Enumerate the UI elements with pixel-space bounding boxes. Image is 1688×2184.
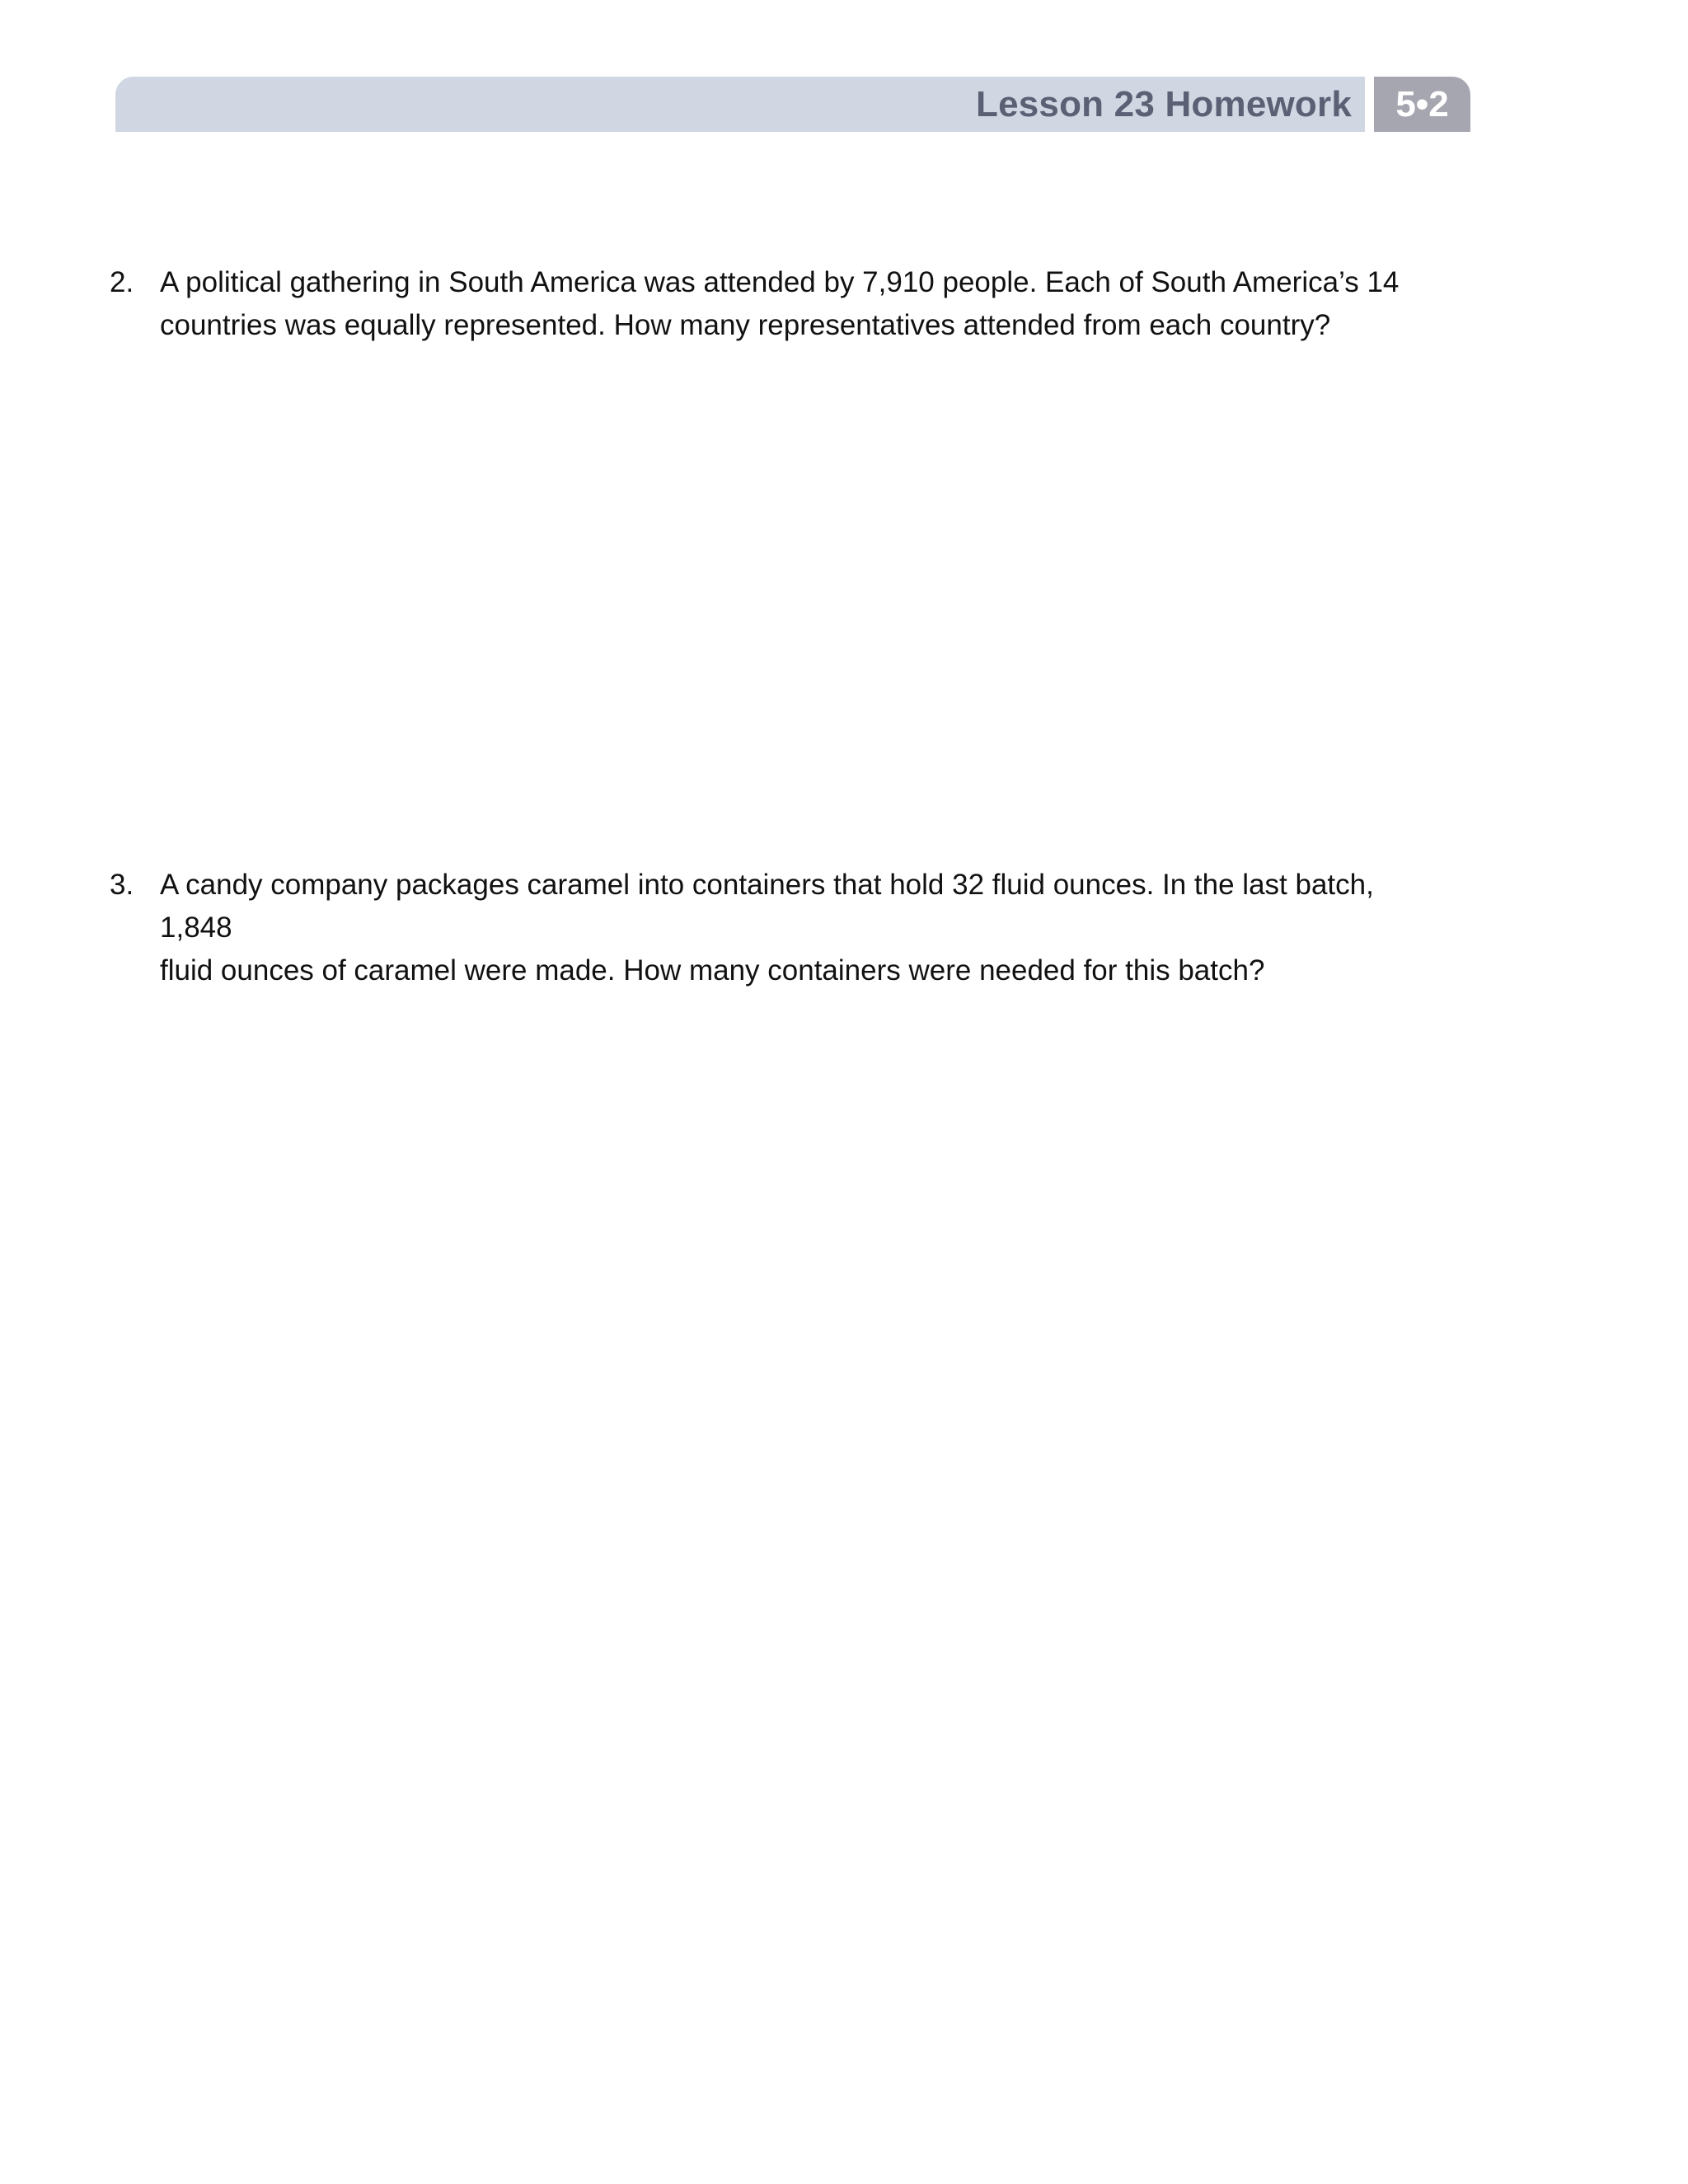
problem-text: A candy company packages caramel into containers that hold 32 fluid ounces. In the last batch, 1,848 fluid ounces of caramel were made. How many containers were needed for this batch? xyxy=(160,869,1374,987)
module-label: 5•2 xyxy=(1395,83,1449,124)
problem-number: 3. xyxy=(110,869,134,901)
lesson-header-bar xyxy=(115,77,1365,132)
problem-2 xyxy=(110,261,1445,347)
problem-text: A political gathering in South America was attended by 7,910 people. Each of South America’s 14 countries was equally represented. How many representatives attended from each country? xyxy=(160,266,1400,341)
problem-number: 2. xyxy=(110,266,134,298)
problem-3 xyxy=(110,864,1445,992)
module-badge xyxy=(1374,77,1470,132)
lesson-title: Lesson 23 Homework xyxy=(976,83,1352,124)
